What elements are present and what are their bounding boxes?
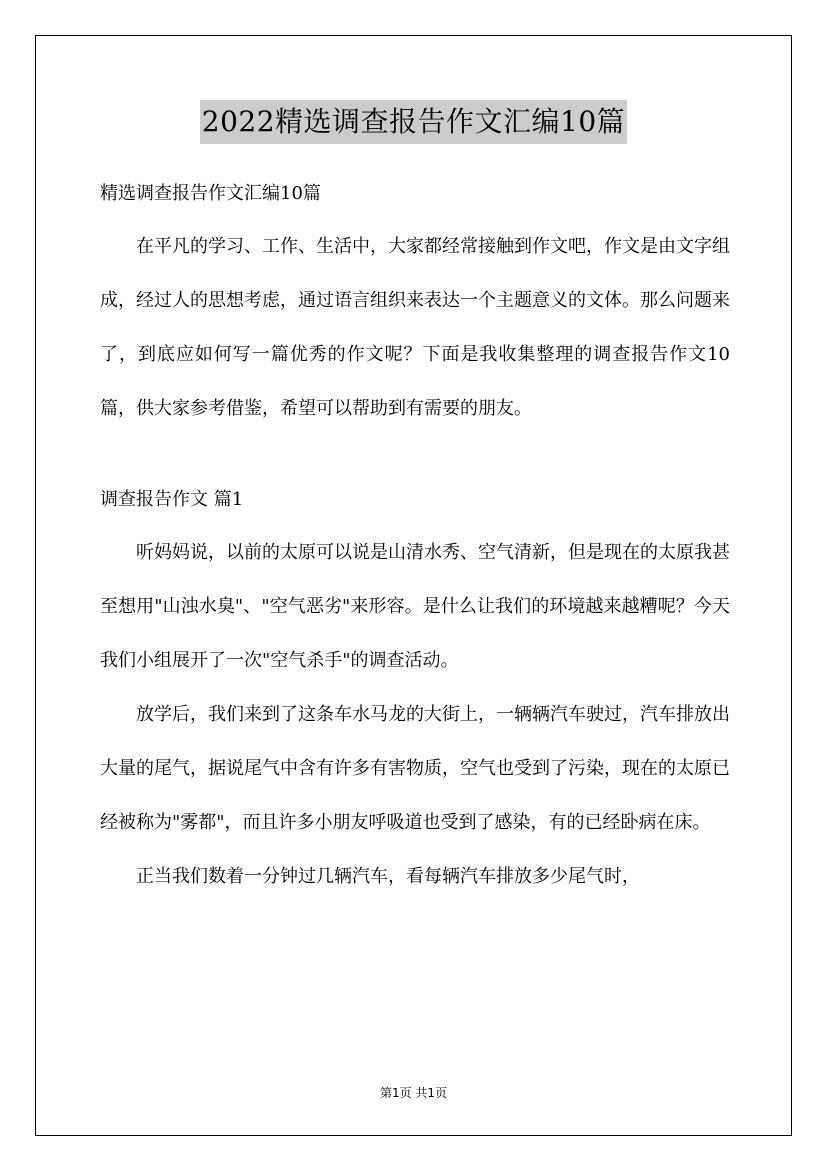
title-container bbox=[0, 100, 827, 144]
intro-paragraph: 在平凡的学习、工作、生活中，大家都经常接触到作文吧，作文是由文字组成，经过人的思想考虑，通过语言组织来表达一个主题意义的文体。那么问题来了，到底应如何写一篇优秀的作文呢？下面是我收集整理的调查报告作文10篇，供大家参考借鉴，希望可以帮助到有需要的朋友。 bbox=[100, 236, 730, 419]
document-subtitle: 精选调查报告作文汇编10篇 bbox=[100, 183, 321, 204]
body-paragraph: 正当我们数着一分钟过几辆汽车，看每辆汽车排放多少尾气时， bbox=[136, 866, 640, 887]
section-heading: 调查报告作文 篇1 bbox=[100, 489, 244, 510]
page-footer: 第1页 共1页 bbox=[379, 1086, 448, 1100]
body-paragraph: 听妈妈说，以前的太原可以说是山清水秀、空气清新，但是现在的太原我甚至想用"山浊水臭"、"空气恶劣"来形容。是什么让我们的环境越来越糟呢？今天我们小组展开了一次"空气杀手"的调查活动。 bbox=[100, 542, 730, 671]
document-body bbox=[100, 174, 730, 904]
document-title: 2022精选调查报告作文汇编10篇 bbox=[200, 100, 627, 144]
body-paragraph: 放学后，我们来到了这条车水马龙的大街上，一辆辆汽车驶过，汽车排放出大量的尾气，据说尾气中含有许多有害物质，空气也受到了污染，现在的太原已经被称为"雾都"，而且许多小朋友呼吸道也受到了感染，有的已经卧病在床。 bbox=[100, 704, 730, 833]
